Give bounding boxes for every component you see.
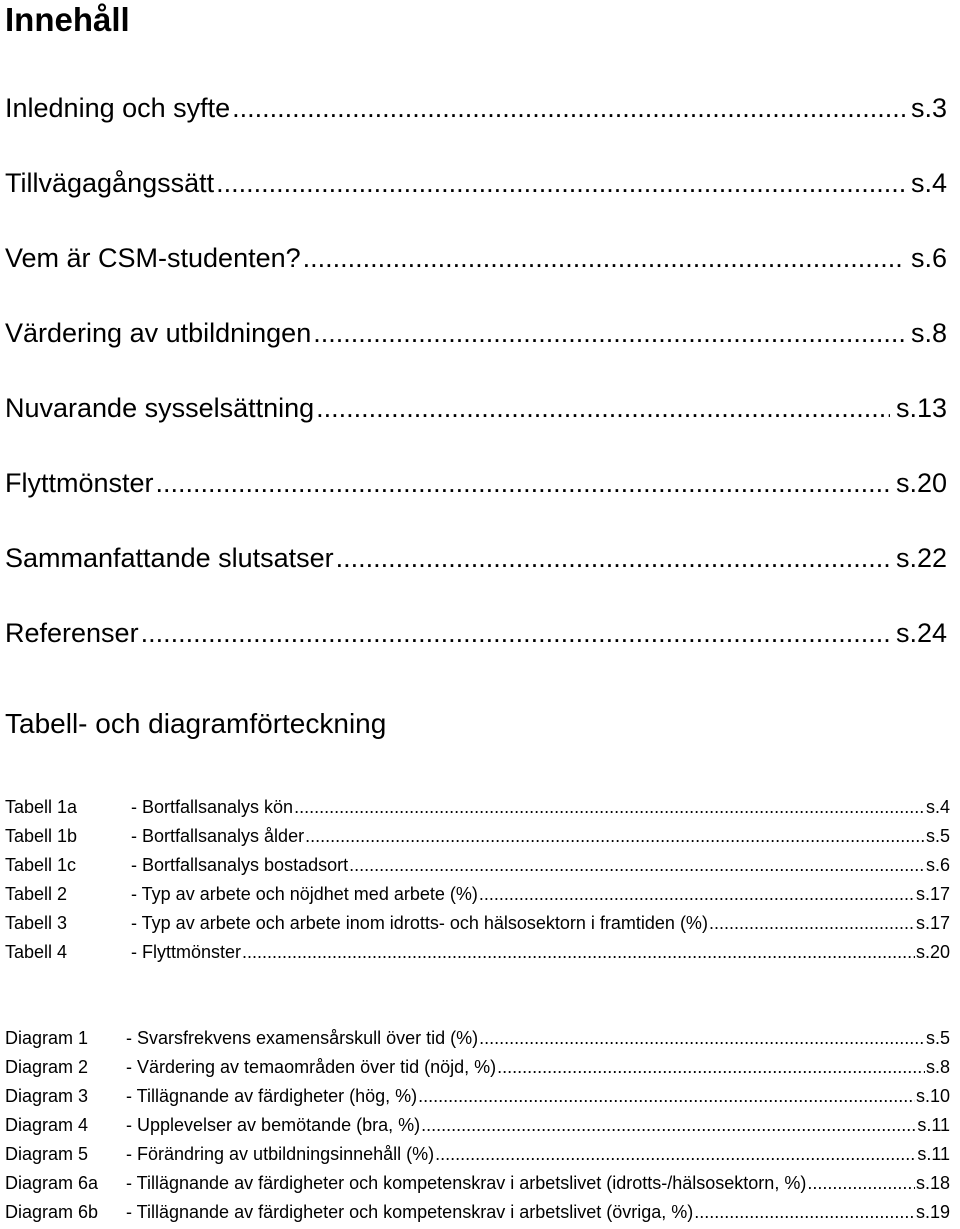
diagram-description: - Värdering av temaområden över tid (nöjd, %) bbox=[126, 1057, 497, 1077]
diagram-entry bbox=[5, 1169, 950, 1198]
table-page: s.20 bbox=[915, 942, 950, 962]
diagram-page: s.8 bbox=[925, 1057, 950, 1077]
diagram-code: Diagram 5 bbox=[5, 1144, 89, 1164]
toc-entry bbox=[5, 88, 947, 163]
toc-entry-label: Sammanfattande slutsatser bbox=[5, 543, 334, 573]
dot-leader bbox=[242, 938, 915, 967]
table-description: - Bortfallsanalys bostadsort bbox=[131, 855, 349, 875]
diagrams-list bbox=[5, 1024, 950, 1227]
table-entry bbox=[5, 851, 950, 880]
diagram-code: Diagram 3 bbox=[5, 1086, 89, 1106]
dot-leader bbox=[156, 463, 890, 503]
table-entry bbox=[5, 822, 950, 851]
toc-entry-page: s.3 bbox=[910, 93, 947, 123]
diagram-entry bbox=[5, 1024, 950, 1053]
toc-entry-page: s.13 bbox=[895, 393, 947, 423]
dot-leader bbox=[305, 822, 925, 851]
toc-entry-page: s.24 bbox=[895, 618, 947, 648]
dot-leader bbox=[232, 88, 905, 128]
table-description: - Bortfallsanalys ålder bbox=[131, 826, 305, 846]
diagram-page: s.10 bbox=[915, 1086, 950, 1106]
table-code: Tabell 2 bbox=[5, 884, 68, 904]
table-page: s.6 bbox=[925, 855, 950, 875]
table-code: Tabell 1c bbox=[5, 855, 77, 875]
toc-entry-label: Vem är CSM-studenten? bbox=[5, 243, 301, 273]
toc-entry-label: Tillvägagångssätt bbox=[5, 168, 215, 198]
diagram-description: - Tillägnande av färdigheter och kompetenskrav i arbetslivet (övriga, %) bbox=[126, 1202, 694, 1222]
toc-entry-page: s.22 bbox=[895, 543, 947, 573]
table-entry bbox=[5, 793, 950, 822]
diagram-description: - Upplevelser av bemötande (bra, %) bbox=[126, 1115, 421, 1135]
toc-entry-page: s.20 bbox=[895, 468, 947, 498]
dot-leader bbox=[313, 313, 905, 353]
dot-leader bbox=[336, 538, 890, 578]
table-description: - Typ av arbete och nöjdhet med arbete (%) bbox=[131, 884, 478, 904]
toc-entry-page: s.6 bbox=[910, 243, 947, 273]
toc-entry-label: Nuvarande sysselsättning bbox=[5, 393, 315, 423]
dot-leader bbox=[294, 793, 925, 822]
page-title: Innehåll bbox=[5, 1, 130, 38]
diagram-page: s.11 bbox=[917, 1115, 950, 1135]
dot-leader bbox=[216, 163, 905, 203]
dot-leader bbox=[141, 613, 890, 653]
dot-leader bbox=[435, 1140, 916, 1169]
diagram-page: s.11 bbox=[917, 1144, 950, 1164]
table-description: - Flyttmönster bbox=[131, 942, 242, 962]
diagram-code: Diagram 6a bbox=[5, 1173, 99, 1193]
table-page: s.4 bbox=[925, 797, 950, 817]
toc-entry-label: Värdering av utbildningen bbox=[5, 318, 312, 348]
toc-entry-label: Referenser bbox=[5, 618, 139, 648]
diagram-code: Diagram 4 bbox=[5, 1115, 89, 1135]
dot-leader bbox=[479, 1024, 925, 1053]
dot-leader bbox=[421, 1111, 916, 1140]
table-page: s.5 bbox=[925, 826, 950, 846]
figures-heading: Tabell- och diagramförteckning bbox=[5, 708, 387, 739]
dot-leader bbox=[807, 1169, 915, 1198]
toc-entry-page: s.8 bbox=[910, 318, 947, 348]
table-entry bbox=[5, 880, 950, 909]
diagram-entry bbox=[5, 1082, 950, 1111]
toc-entry bbox=[5, 163, 947, 238]
diagram-entry bbox=[5, 1053, 950, 1082]
diagram-entry bbox=[5, 1111, 950, 1140]
table-page: s.17 bbox=[915, 884, 950, 904]
toc-entry bbox=[5, 388, 947, 463]
diagram-page: s.19 bbox=[915, 1202, 950, 1222]
diagram-code: Diagram 2 bbox=[5, 1057, 89, 1077]
table-entry bbox=[5, 909, 950, 938]
table-description: - Typ av arbete och arbete inom idrotts- och hälsosektorn i framtiden (%) bbox=[131, 913, 708, 933]
diagram-description: - Tillägnande av färdigheter (hög, %) bbox=[126, 1086, 418, 1106]
diagram-code: Diagram 1 bbox=[5, 1028, 89, 1048]
diagram-entry bbox=[5, 1140, 950, 1169]
diagram-description: - Förändring av utbildningsinnehåll (%) bbox=[126, 1144, 435, 1164]
dot-leader bbox=[303, 238, 905, 278]
toc-entry-page: s.4 bbox=[910, 168, 947, 198]
diagram-description: - Tillägnande av färdigheter och kompetenskrav i arbetslivet (idrotts-/hälsosektorn, %) bbox=[126, 1173, 807, 1193]
diagram-entry bbox=[5, 1198, 950, 1227]
dot-leader bbox=[316, 388, 890, 428]
diagram-code: Diagram 6b bbox=[5, 1202, 99, 1222]
toc-entry-label: Flyttmönster bbox=[5, 468, 154, 498]
toc-entry bbox=[5, 313, 947, 388]
table-code: Tabell 3 bbox=[5, 913, 68, 933]
toc-entry bbox=[5, 238, 947, 313]
dot-leader bbox=[418, 1082, 915, 1111]
dot-leader bbox=[479, 880, 915, 909]
diagram-page: s.18 bbox=[915, 1173, 950, 1193]
table-code: Tabell 4 bbox=[5, 942, 68, 962]
toc-entry bbox=[5, 538, 947, 613]
tables-list bbox=[5, 793, 950, 967]
dot-leader bbox=[709, 909, 915, 938]
table-entry bbox=[5, 938, 950, 967]
table-code: Tabell 1b bbox=[5, 826, 78, 846]
dot-leader bbox=[349, 851, 925, 880]
dot-leader bbox=[497, 1053, 925, 1082]
table-page: s.17 bbox=[915, 913, 950, 933]
toc-entry-label: Inledning och syfte bbox=[5, 93, 231, 123]
toc-entry bbox=[5, 463, 947, 538]
dot-leader bbox=[694, 1198, 915, 1227]
table-code: Tabell 1a bbox=[5, 797, 78, 817]
diagram-description: - Svarsfrekvens examensårskull över tid (%) bbox=[126, 1028, 479, 1048]
diagram-page: s.5 bbox=[925, 1028, 950, 1048]
toc-entry bbox=[5, 613, 947, 688]
table-of-contents bbox=[5, 88, 947, 688]
table-description: - Bortfallsanalys kön bbox=[131, 797, 294, 817]
